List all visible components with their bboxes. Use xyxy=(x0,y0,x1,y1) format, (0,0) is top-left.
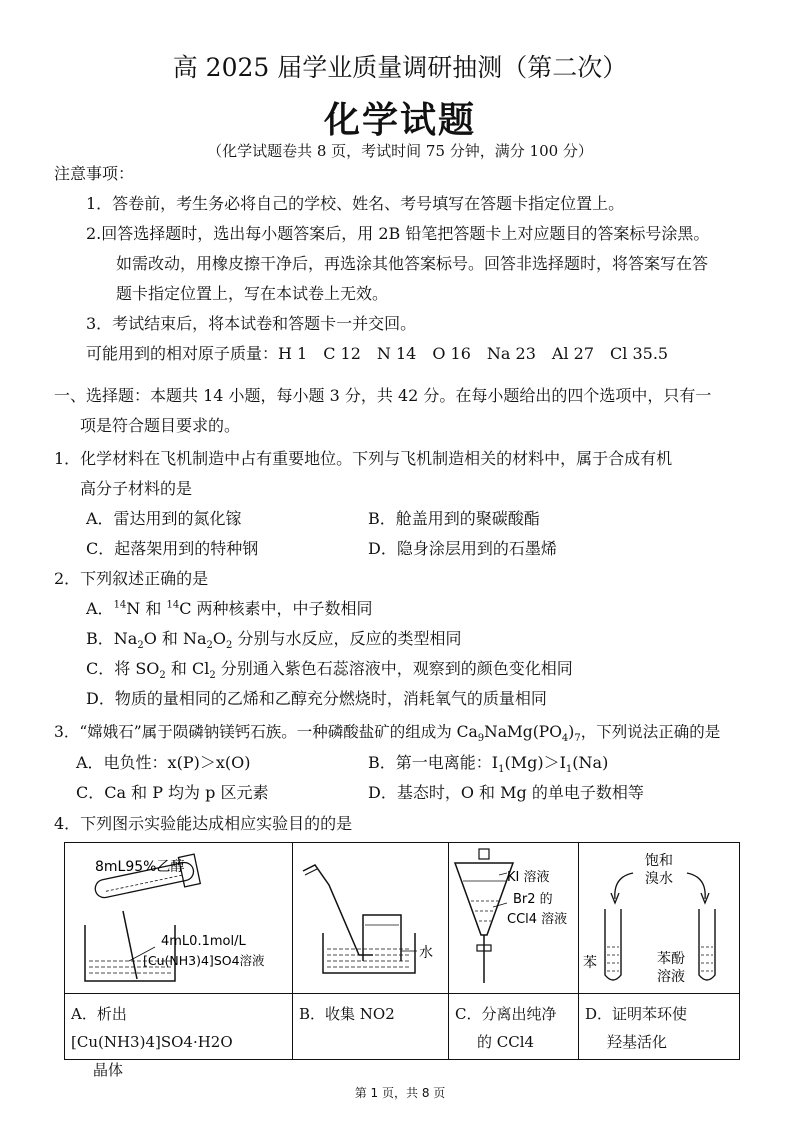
q2-option-c: C．将 $SO_2$ 和 $Cl_2$ 分别通入紫色石蕊溶液中，观察到的颜色变化相同 xyxy=(86,659,573,682)
figure-b xyxy=(293,843,449,993)
q3-stem: 3．“嫦娥石”属于陨磷钠镁钙石族。一种磷酸盐矿的组成为 $Ca_9NaMg(PO_4)_7$，下列说法正确的是 xyxy=(54,723,721,745)
notes-item-3: 3．考试结束后，将本试卷和答题卡一并交回。 xyxy=(86,314,417,333)
figure-d-label-top-2: 溴水 xyxy=(645,871,673,887)
figure-a xyxy=(65,843,293,993)
figure-a-label-top: 8mL95%乙醇 xyxy=(95,859,185,875)
figure-d-caption: D．证明苯环使 羟基活化 xyxy=(579,993,739,1059)
q3-option-b: B．第一电离能：$I_1(Mg)>I_1(Na)$ xyxy=(368,753,609,776)
q1-option-c: C．起落架用到的特种钢 xyxy=(86,539,259,558)
figure-c-label-1: KI 溶液 xyxy=(507,870,550,885)
q1-stem-line2: 高分子材料的是 xyxy=(80,479,193,498)
atomic-masses: 可能用到的相对原子质量：H 1 C 12 N 14 O 16 Na 23 Al 27 Cl 35.5 xyxy=(86,344,669,363)
figure-d-apparatus xyxy=(579,843,737,991)
figure-a-apparatus xyxy=(65,843,291,991)
section1-intro-line1: 一、选择题：本题共 14 小题，每小题 3 分，共 42 分。在每小题给出的四个选项中，只有一 xyxy=(54,386,712,405)
figure-a-caption: A．析出[Cu(NH3)4]SO4·H2O 晶体 xyxy=(65,993,293,1059)
figure-d-label-top-1: 饱和 xyxy=(645,853,673,869)
q3-option-a: A．电负性：x(P)＞x(O) xyxy=(76,753,251,772)
figure-c-label-3: CCl4 溶液 xyxy=(507,912,568,927)
exam-subtitle: （化学试题卷共 8 页，考试时间 75 分钟，满分 100 分） xyxy=(207,142,593,160)
q1-stem-line1: 1．化学材料在飞机制造中占有重要地位。下列与飞机制造相关的材料中，属于合成有机 xyxy=(54,449,673,468)
q3-option-c: C．Ca 和 P 均为 p 区元素 xyxy=(76,783,269,802)
q3-option-d: D．基态时，O 和 Mg 的单电子数相等 xyxy=(368,783,644,802)
notes-item-2-line1: 2.回答选择题时，选出每小题答案后，用 2B 铅笔把答题卡上对应题目的答案标号涂黑。 xyxy=(86,224,710,243)
figure-c-caption: C．分离出纯净 的 CCl4 xyxy=(449,993,579,1059)
page-footer: 第 1 页，共 8 页 xyxy=(354,1086,446,1100)
q2-option-d: D．物质的量相同的乙烯和乙醇充分燃烧时，消耗氧气的质量相同 xyxy=(86,689,547,708)
q4-stem: 4．下列图示实验能达成相应实验目的的是 xyxy=(54,814,353,833)
figure-b-label-water: 水 xyxy=(419,945,433,961)
notes-item-2-line2: 如需改动，用橡皮擦干净后，再选涂其他答案标号。回答非选择题时，将答案写在答 xyxy=(116,254,709,273)
notes-item-2-line3: 题卡指定位置上，写在本试卷上无效。 xyxy=(116,284,389,303)
figure-c-apparatus xyxy=(449,843,577,991)
figure-c-label-2: Br2 的 xyxy=(513,892,553,907)
figure-d xyxy=(579,843,739,993)
figure-d-label-phenol-2: 溶液 xyxy=(657,969,685,985)
figure-d-label-benzene: 苯 xyxy=(583,955,597,971)
notes-heading: 注意事项： xyxy=(54,164,135,183)
q1-option-a: A．雷达用到的氮化镓 xyxy=(86,509,242,528)
q2-stem: 2．下列叙述正确的是 xyxy=(54,569,209,588)
subject-title: 化学试题 xyxy=(323,99,476,141)
q4-figure-table xyxy=(64,842,740,1079)
figure-b-caption: B．收集 NO2 xyxy=(293,993,449,1059)
figure-b-apparatus xyxy=(293,843,447,991)
figure-d-label-phenol-1: 苯酚 xyxy=(657,951,685,967)
q2-option-a: A．$^{14}$N 和 $^{14}$C 两种核素中，中子数相同 xyxy=(86,599,373,618)
q1-option-d: D．隐身涂层用到的石墨烯 xyxy=(368,539,557,558)
q1-option-b: B．舱盖用到的聚碳酸酯 xyxy=(368,509,540,528)
figure-c xyxy=(449,843,579,993)
notes-item-1: 1．答卷前，考生务必将自己的学校、姓名、考号填写在答题卡指定位置上。 xyxy=(86,194,625,213)
q2-option-b: B．$Na_2O$ 和 $Na_2O_2$ 分别与水反应，反应的类型相同 xyxy=(86,629,462,652)
figure-a-label-mid: 4mL0.1mol/L xyxy=(161,934,246,949)
section1-intro-line2: 项是符合题目要求的。 xyxy=(80,416,241,435)
figure-a-label-bot: [Cu(NH3)4]SO4溶液 xyxy=(143,953,265,968)
exam-title: 高 2025 届学业质量调研抽测（第二次） xyxy=(172,53,628,82)
